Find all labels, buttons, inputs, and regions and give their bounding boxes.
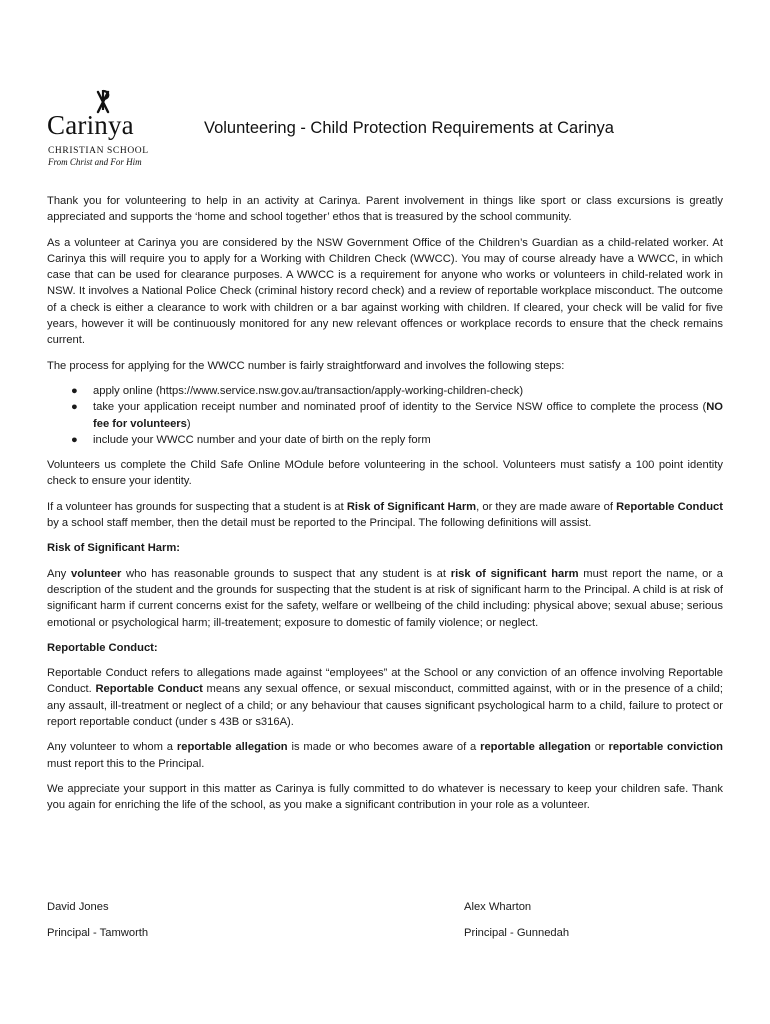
text-emphasis: Reportable Conduct [95, 683, 203, 696]
step-text: apply online (https://www.service.nsw.gov.au/transaction/apply-working-children-check) [93, 384, 524, 397]
text-run: must report the name, or a description of the student and the grounds for suspecting that the student is at risk of significant harm to the Principal. A child is at risk of significant harm if current concerns exist for the safety, welfare or wellbeing of the child including: physical above; sexual abuse; serious emotional or psychological harm; ill-treatement; exposure to domestic of family violence; or neglect. [47, 567, 724, 629]
paragraph-risk [47, 566, 723, 631]
text-emphasis: reportable allegation [480, 741, 591, 754]
step-text: ) [186, 417, 191, 430]
text-emphasis: Risk of Significant Harm [346, 500, 477, 513]
signature-right-role: Principal - Gunnedah [464, 927, 570, 939]
page-title: Volunteering - Child Protection Requirements at Carinya [204, 119, 614, 137]
bullet-icon: ● [71, 433, 78, 446]
signature-left-role: Principal - Tamworth [47, 927, 149, 939]
text-run: by a school staff member, then the detail must be reported to the Principal. The following definitions will assist. [47, 517, 592, 530]
text-emphasis: volunteer [70, 567, 122, 580]
step-text: include your WWCC number and your date of birth on the reply form [93, 433, 431, 446]
text-run: Any [47, 567, 71, 580]
paragraph-conduct [47, 665, 723, 730]
bullet-icon: ● [71, 401, 78, 414]
text-run: must report this to the Principal. [47, 757, 205, 770]
section-heading-risk: Risk of Significant Harm: [47, 542, 181, 555]
step-emphasis: NO fee for volunteers [93, 401, 723, 430]
paragraph-wwcc: As a volunteer at Carinya you are considered by the NSW Government Office of the Children’s Guardian as a child-related worker. At Carinya this will require you to apply for a Working with Children Check (WWCC). You may of course already have a WWCC, in which case that can be used for clearance purposes. A WWCC is a requirement for anyone who works or volunteers in child-related work in NSW. It involves a National Police Check (criminal history record check) and a review of reportable workplace misconduct. The outcome of a check is either a clearance to work with children or a bar against working with children. If cleared, your check will be valid for five years, however it will be continuously monitored for any new relevant offences or workplace records to ensure that the check remains current. [47, 236, 723, 347]
signature-left-name: David Jones [47, 901, 109, 913]
text-run: Reportable Conduct refers to allegations made against “employees” at the School or any conviction of an offence involving Reportable Conduct. [47, 667, 723, 696]
paragraph-process: The process for applying for the WWCC number is fairly straightforward and involves the following steps: [47, 359, 565, 372]
text-run: or [590, 741, 609, 754]
paragraph-module: Volunteers us complete the Child Safe Online MOdule before volunteering in the school. Volunteers must satisfy a 100 point identity check to ensure your identity. [47, 459, 723, 488]
bullet-icon: ● [71, 384, 78, 397]
text-emphasis: risk of significant harm [450, 567, 579, 580]
signature-right-name: Alex Wharton [464, 901, 532, 913]
logo-school-name: CHRISTIAN SCHOOL [48, 146, 149, 156]
text-run: If a volunteer has grounds for suspecting that a student is at [47, 500, 347, 513]
text-emphasis: reportable conviction [608, 741, 723, 754]
text-emphasis: Reportable Conduct [616, 500, 724, 513]
text-run: Any volunteer to whom a [47, 741, 177, 754]
text-run: who has reasonable grounds to suspect that any student is at [121, 567, 451, 580]
logo-tagline: From Christ and For Him [48, 157, 142, 167]
text-run: means any sexual offence, or sexual misconduct, committed against, with or in the presence of a child; any assault, ill-treatment or neglect of a child; or any behaviour that causes significant psychological harm to a child, failure to protect or report reportable conduct (under s 43B or s316A). [47, 683, 724, 729]
paragraph-reporting [47, 499, 723, 532]
list-item [71, 432, 723, 448]
paragraph-allegation [47, 739, 723, 772]
text-emphasis: reportable allegation [176, 741, 288, 754]
paragraph-intro: Thank you for volunteering to help in an activity at Carinya. Parent involvement in things like sport or class excursions is greatly appreciated and supports the ‘home and school together’ ethos that is treasured by the school community. [47, 195, 723, 224]
steps-list [47, 383, 723, 448]
list-item [71, 383, 723, 399]
list-item [71, 399, 723, 432]
step-text: take your application receipt number and nominated proof of identity to the Service NSW office to complete the process ( [93, 401, 707, 414]
document-body [47, 193, 723, 823]
text-run: , or they are made aware of [476, 500, 617, 513]
paragraph-closing: We appreciate your support in this matter as Carinya is fully committed to do whatever is necessary to keep your children safe. Thank you again for enriching the life of the school, as you make a significant contribution in your role as a volunteer. [47, 782, 723, 812]
logo-name: Carinya [47, 110, 134, 140]
section-heading-conduct: Reportable Conduct: [47, 641, 158, 654]
text-run: is made or who becomes aware of a [287, 741, 481, 754]
